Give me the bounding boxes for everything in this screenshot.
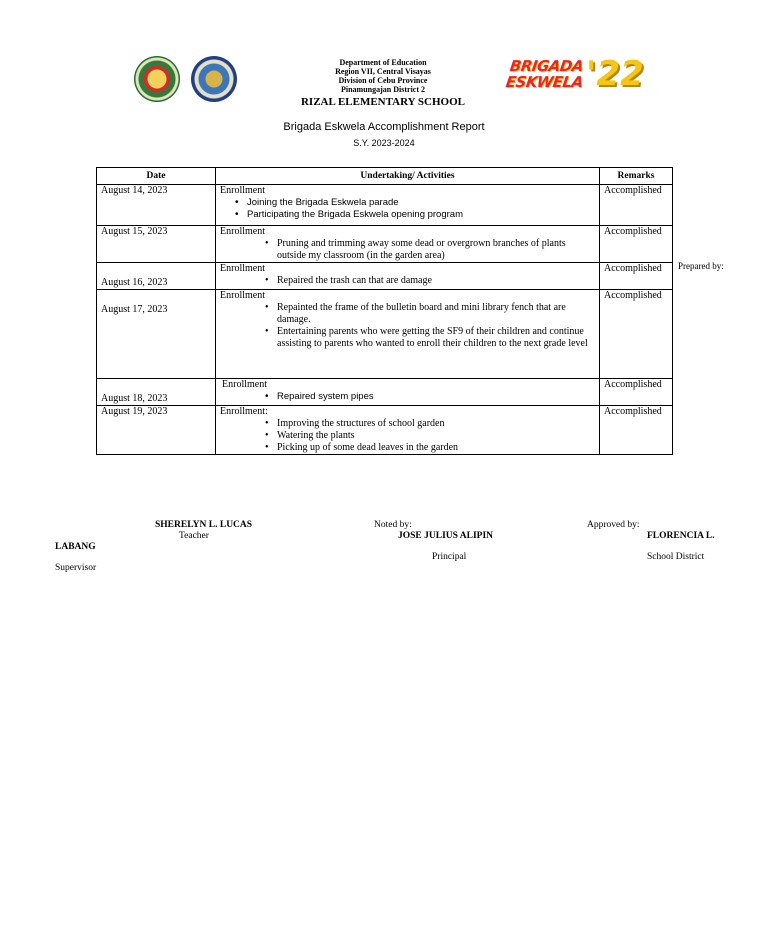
date-cell: August 17, 2023: [97, 290, 216, 379]
activity-lead: Enrollment: [220, 226, 265, 237]
brigada-eskwela-logo: [504, 54, 644, 98]
list-item: • Watering the plants: [277, 430, 595, 442]
division-name: Division of Cebu Province: [338, 76, 428, 85]
activity-list: [220, 238, 595, 262]
department-name: Department of Education: [339, 58, 427, 67]
supervisor-role-last: Supervisor: [55, 563, 97, 573]
list-item: • Repaired the trash can that are damage: [277, 275, 595, 287]
date-cell: August 16, 2023: [97, 263, 216, 290]
remarks-cell: Accomplished: [600, 263, 673, 290]
division-seal-logo: [191, 56, 237, 102]
activity-lead: Enrollment: [222, 379, 267, 390]
prepared-by-label: Prepared by:: [678, 261, 724, 271]
supervisor-role-first: School District: [647, 552, 705, 562]
activity-list: [220, 391, 595, 403]
logo-year: '22: [586, 54, 644, 94]
list-item: • Participating the Brigada Eskwela opening program: [247, 209, 595, 221]
activities-cell: [216, 263, 600, 290]
accomplishment-table: [96, 167, 673, 455]
remarks-cell: Accomplished: [600, 290, 673, 379]
activity-lead: Enrollment: [220, 263, 265, 274]
activity-list: [220, 197, 595, 221]
activity-lead: Enrollment: [220, 185, 265, 196]
header-activities: Undertaking/ Activities: [216, 168, 600, 185]
header-remarks: Remarks: [600, 168, 673, 185]
table-row: [97, 290, 673, 379]
table-row: [97, 263, 673, 290]
approved-by-label: Approved by:: [587, 520, 640, 530]
school-year: S.Y. 2023-2024: [353, 138, 415, 148]
date-cell: August 14, 2023: [97, 185, 216, 226]
teacher-name: SHERELYN L. LUCAS: [155, 520, 253, 530]
activities-cell: [216, 290, 600, 379]
district-name: Pinamungajan District 2: [341, 85, 425, 94]
supervisor-name-first: FLORENCIA L.: [647, 531, 715, 541]
activity-lead: Enrollment: [220, 290, 265, 301]
list-item: • Repaired system pipes: [277, 391, 595, 403]
supervisor-name-last: LABANG: [55, 542, 96, 552]
remarks-cell: Accomplished: [600, 406, 673, 455]
header-date: Date: [97, 168, 216, 185]
table-header-row: [97, 168, 673, 185]
table-row: [97, 379, 673, 406]
activity-list: [220, 275, 595, 287]
list-item: • Repainted the frame of the bulletin board and mini library fench that are damage.: [277, 302, 595, 326]
activity-list: [220, 418, 595, 454]
table-row: [97, 185, 673, 226]
principal-name: JOSE JULIUS ALIPIN: [398, 531, 494, 541]
list-item: • Joining the Brigada Eskwela parade: [247, 197, 595, 209]
region-name: Region VII, Central Visayas: [335, 67, 431, 76]
date-cell: August 19, 2023: [97, 406, 216, 455]
list-item: • Pruning and trimming away some dead or overgrown branches of plants outside my classroom (in the garden area): [277, 238, 595, 262]
noted-by-label: Noted by:: [374, 520, 412, 530]
date-cell: August 18, 2023: [97, 379, 216, 406]
school-name: RIZAL ELEMENTARY SCHOOL: [300, 96, 466, 108]
logo-line-1: BRIGADA: [508, 57, 585, 75]
remarks-cell: Accomplished: [600, 226, 673, 263]
teacher-role: Teacher: [179, 531, 209, 541]
list-item: • Picking up of some dead leaves in the garden: [277, 442, 595, 454]
date-cell: August 15, 2023: [97, 226, 216, 263]
activities-cell: [216, 379, 600, 406]
activities-cell: [216, 226, 600, 263]
deped-seal-logo: [134, 56, 180, 102]
table-row: [97, 406, 673, 455]
list-item: • Improving the structures of school garden: [277, 418, 595, 430]
table-row: [97, 226, 673, 263]
list-item: • Entertaining parents who were getting the SF9 of their children and continue assisting to parents who wanted to enroll their children to the next grade level: [277, 326, 595, 350]
activities-cell: [216, 185, 600, 226]
principal-role: Principal: [432, 552, 467, 562]
activity-list: [220, 302, 595, 350]
report-title: Brigada Eskwela Accomplishment Report: [283, 121, 485, 133]
remarks-cell: Accomplished: [600, 185, 673, 226]
activity-lead: Enrollment:: [220, 406, 268, 417]
logo-line-2: ESKWELA: [504, 73, 584, 91]
remarks-cell: Accomplished: [600, 379, 673, 406]
activities-cell: [216, 406, 600, 455]
